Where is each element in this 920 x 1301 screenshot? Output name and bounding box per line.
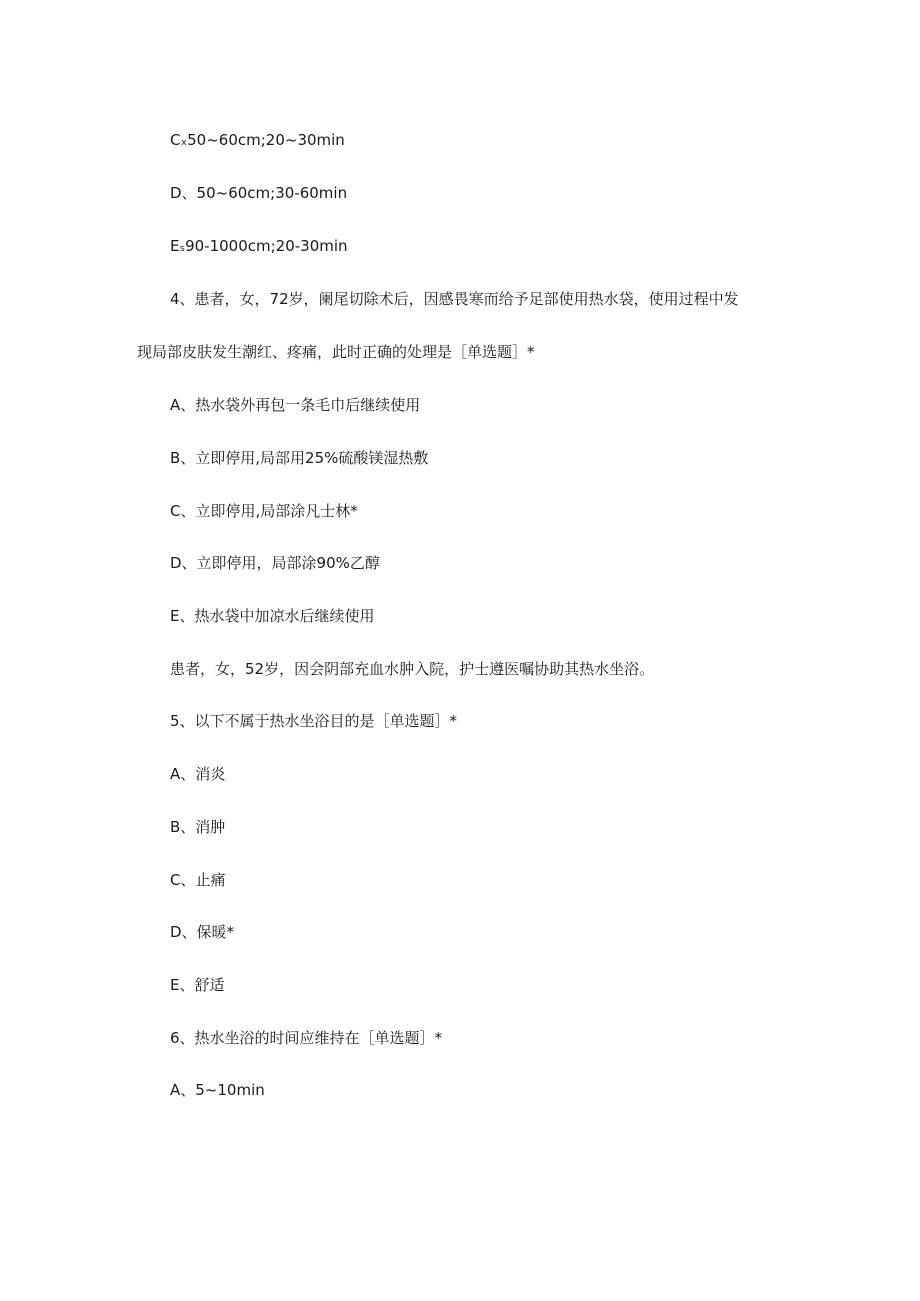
option-d-q4: D、立即停用，局部涂90%乙醇 <box>170 554 380 572</box>
option-b-q5: B、消肿 <box>170 818 226 836</box>
case-description: 患者，女，52岁，因会阴部充血水肿入院，护士遵医嘱协助其热水坐浴。 <box>170 660 655 678</box>
option-e-q5: E、舒适 <box>170 976 225 994</box>
option-c-q5: C、止痛 <box>170 871 226 889</box>
option-a-q5: A、消炎 <box>170 765 226 783</box>
question-4-line-2: 现局部皮肤发生潮红、疼痛，此时正确的处理是［单选题］* <box>137 343 535 361</box>
option-c-q4: C、立即停用,局部涂凡士林* <box>170 502 358 520</box>
option-b-q4: B、立即停用,局部用25%硫酸镁湿热敷 <box>170 449 429 467</box>
option-e-q4: E、热水袋中加凉水后继续使用 <box>170 607 375 625</box>
question-4-line-1: 4、患者，女，72岁，阑尾切除术后，因感畏寒而给予足部使用热水袋，使用过程中发 <box>170 290 739 308</box>
question-6: 6、热水坐浴的时间应维持在［单选题］* <box>170 1029 443 1047</box>
option-d-q3: D、50~60cm;30-60min <box>170 184 348 202</box>
option-c-q3: Cₓ50~60cm;20~30min <box>170 131 345 149</box>
option-a-q6: A、5~10min <box>170 1081 265 1099</box>
question-5: 5、以下不属于热水坐浴目的是［单选题］* <box>170 712 458 730</box>
option-d-q5: D、保暖* <box>170 923 235 941</box>
option-a-q4: A、热水袋外再包一条毛巾后继续使用 <box>170 396 421 414</box>
option-e-q3: Eₛ90-1000cm;20-30min <box>170 237 348 255</box>
